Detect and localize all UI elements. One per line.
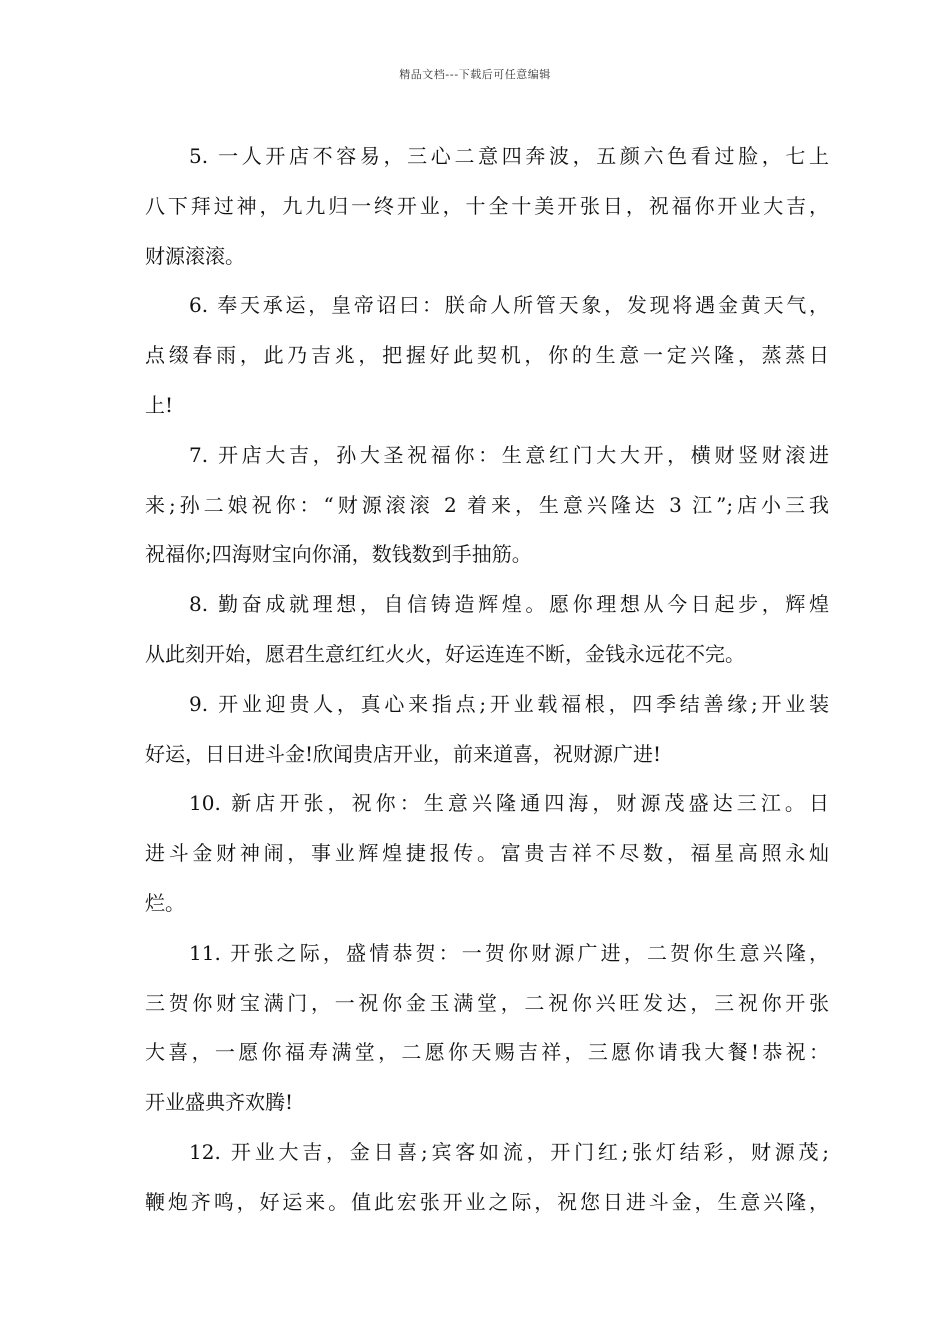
paragraph-line: 开业盛典齐欢腾! xyxy=(145,1090,294,1115)
paragraph-11 xyxy=(145,929,829,1128)
paragraph-line: 鞭炮齐鸣，好运来。值此宏张开业之际，祝您日进斗金，生意兴隆， xyxy=(145,1189,829,1214)
page-header: 精品文档---下载后可任意编辑 xyxy=(399,68,551,81)
paragraph-line: 11. 开张之际，盛情恭贺：一贺你财源广进，二贺你生意兴隆， xyxy=(189,940,829,965)
paragraph-line: 5. 一人开店不容易，三心二意四奔波，五颜六色看过脸，七上 xyxy=(189,144,829,168)
paragraph-12 xyxy=(145,1128,829,1228)
paragraph-line: 来;孙二娘祝你：“财源滚滚 2 着来，生意兴隆达 3 江”;店小三我 xyxy=(145,492,829,517)
paragraph-line: 好运，日日进斗金!欣闻贵店开业，前来道喜，祝财源广进! xyxy=(145,741,662,766)
paragraph-line: 6. 奉天承运，皇帝诏曰：朕命人所管天象，发现将遇金黄天气， xyxy=(189,293,829,318)
document-body xyxy=(145,132,829,1228)
paragraph-line: 8. 勤奋成就理想，自信铸造辉煌。愿你理想从今日起步，辉煌 xyxy=(189,592,829,617)
paragraph-10 xyxy=(145,779,829,928)
paragraph-6 xyxy=(145,281,829,430)
paragraph-line: 上! xyxy=(145,392,174,417)
paragraph-9 xyxy=(145,680,829,780)
paragraph-line: 9. 开业迎贵人，真心来指点;开业载福根，四季结善缘;开业装 xyxy=(189,691,829,716)
paragraph-line: 进斗金财神闹，事业辉煌捷报传。富贵吉祥不尽数，福星高照永灿 xyxy=(145,841,829,866)
paragraph-line: 祝福你;四海财宝向你涌，数钱数到手抽筋。 xyxy=(145,542,532,567)
paragraph-line: 财源滚滚。 xyxy=(145,243,245,268)
paragraph-8 xyxy=(145,580,829,680)
paragraph-5 xyxy=(145,132,829,281)
paragraph-line: 八下拜过神，九九归一终开业，十全十美开张日，祝福你开业大吉， xyxy=(145,193,829,218)
paragraph-line: 12. 开业大吉，金日喜;宾客如流，开门红;张灯结彩，财源茂; xyxy=(189,1139,829,1164)
paragraph-line: 烂。 xyxy=(145,890,185,915)
paragraph-line: 10. 新店开张，祝你：生意兴隆通四海，财源茂盛达三江。日 xyxy=(189,791,829,816)
paragraph-line: 大喜，一愿你福寿满堂，二愿你天赐吉祥，三愿你请我大餐!恭祝： xyxy=(145,1040,829,1065)
paragraph-line: 三贺你财宝满门，一祝你金玉满堂，二祝你兴旺发达，三祝你开张 xyxy=(145,990,829,1015)
paragraph-7 xyxy=(145,431,829,580)
paragraph-line: 从此刻开始，愿君生意红红火火，好运连连不断，金钱永远花不完。 xyxy=(145,641,745,666)
paragraph-line: 7. 开店大吉，孙大圣祝福你：生意红门大大开，横财竖财滚进 xyxy=(189,442,829,467)
paragraph-line: 点缀春雨，此乃吉兆，把握好此契机，你的生意一定兴隆，蒸蒸日 xyxy=(145,343,829,368)
